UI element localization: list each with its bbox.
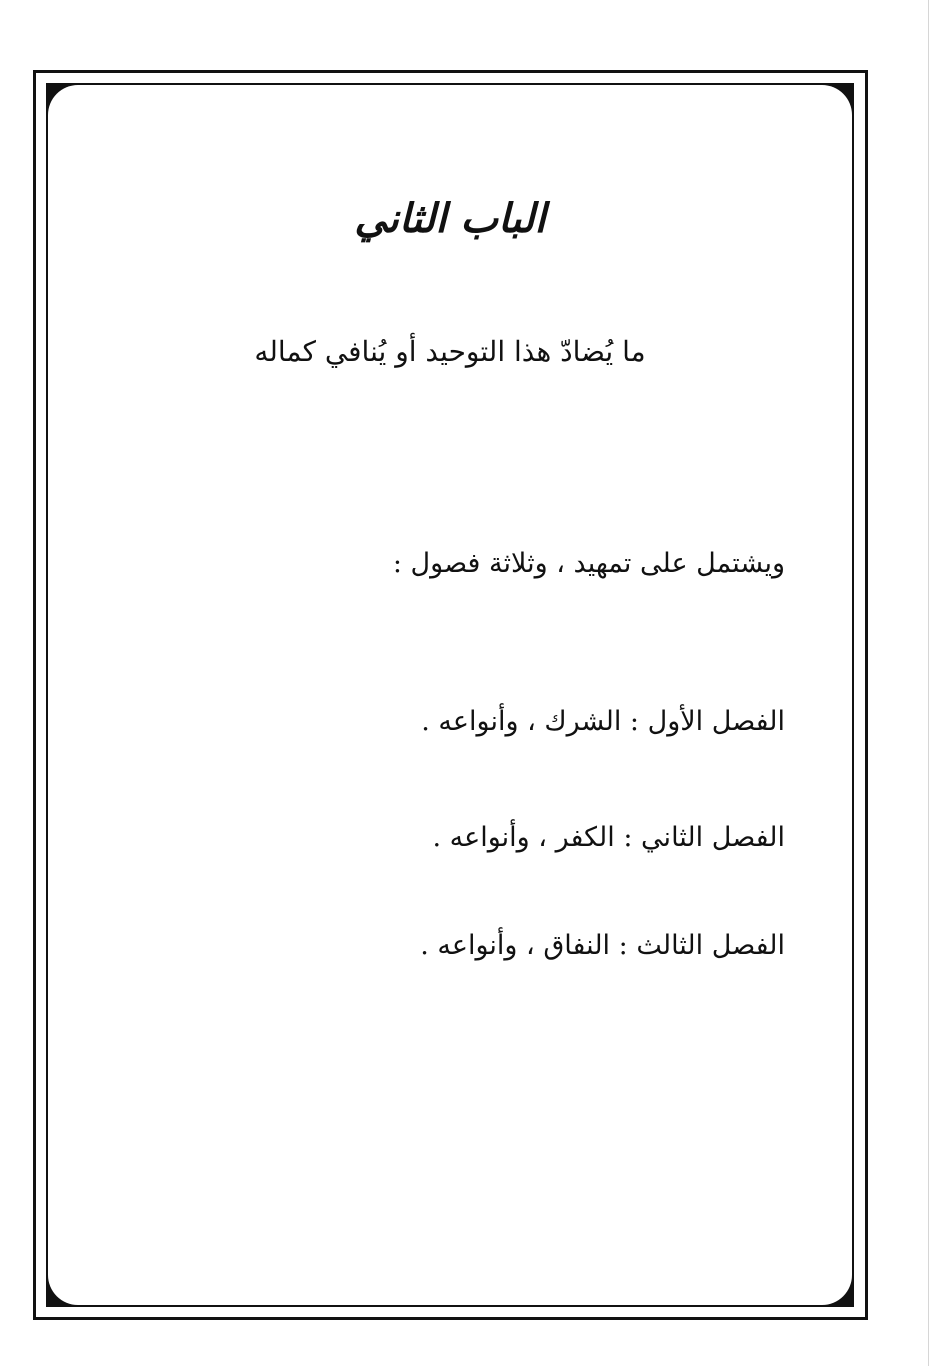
corner-ornament-top-right bbox=[822, 85, 852, 115]
section-intro: ويشتمل على تمهيد ، وثلاثة فصول : bbox=[392, 548, 785, 579]
inner-page-border bbox=[46, 83, 854, 1307]
chapter-item-3: الفصل الثالث : النفاق ، وأنواعه . bbox=[420, 930, 785, 961]
corner-ornament-bottom-left bbox=[48, 1275, 78, 1305]
corner-ornament-top-left bbox=[48, 85, 78, 115]
section-title: الباب الثاني bbox=[354, 195, 546, 242]
corner-ornament-bottom-right bbox=[822, 1275, 852, 1305]
chapter-item-1: الفصل الأول : الشرك ، وأنواعه . bbox=[421, 706, 785, 737]
section-subtitle: ما يُضادّ هذا التوحيد أو يُنافي كماله bbox=[254, 335, 646, 368]
scan-artifact-line bbox=[928, 0, 929, 1366]
chapter-item-2: الفصل الثاني : الكفر ، وأنواعه . bbox=[432, 822, 785, 853]
